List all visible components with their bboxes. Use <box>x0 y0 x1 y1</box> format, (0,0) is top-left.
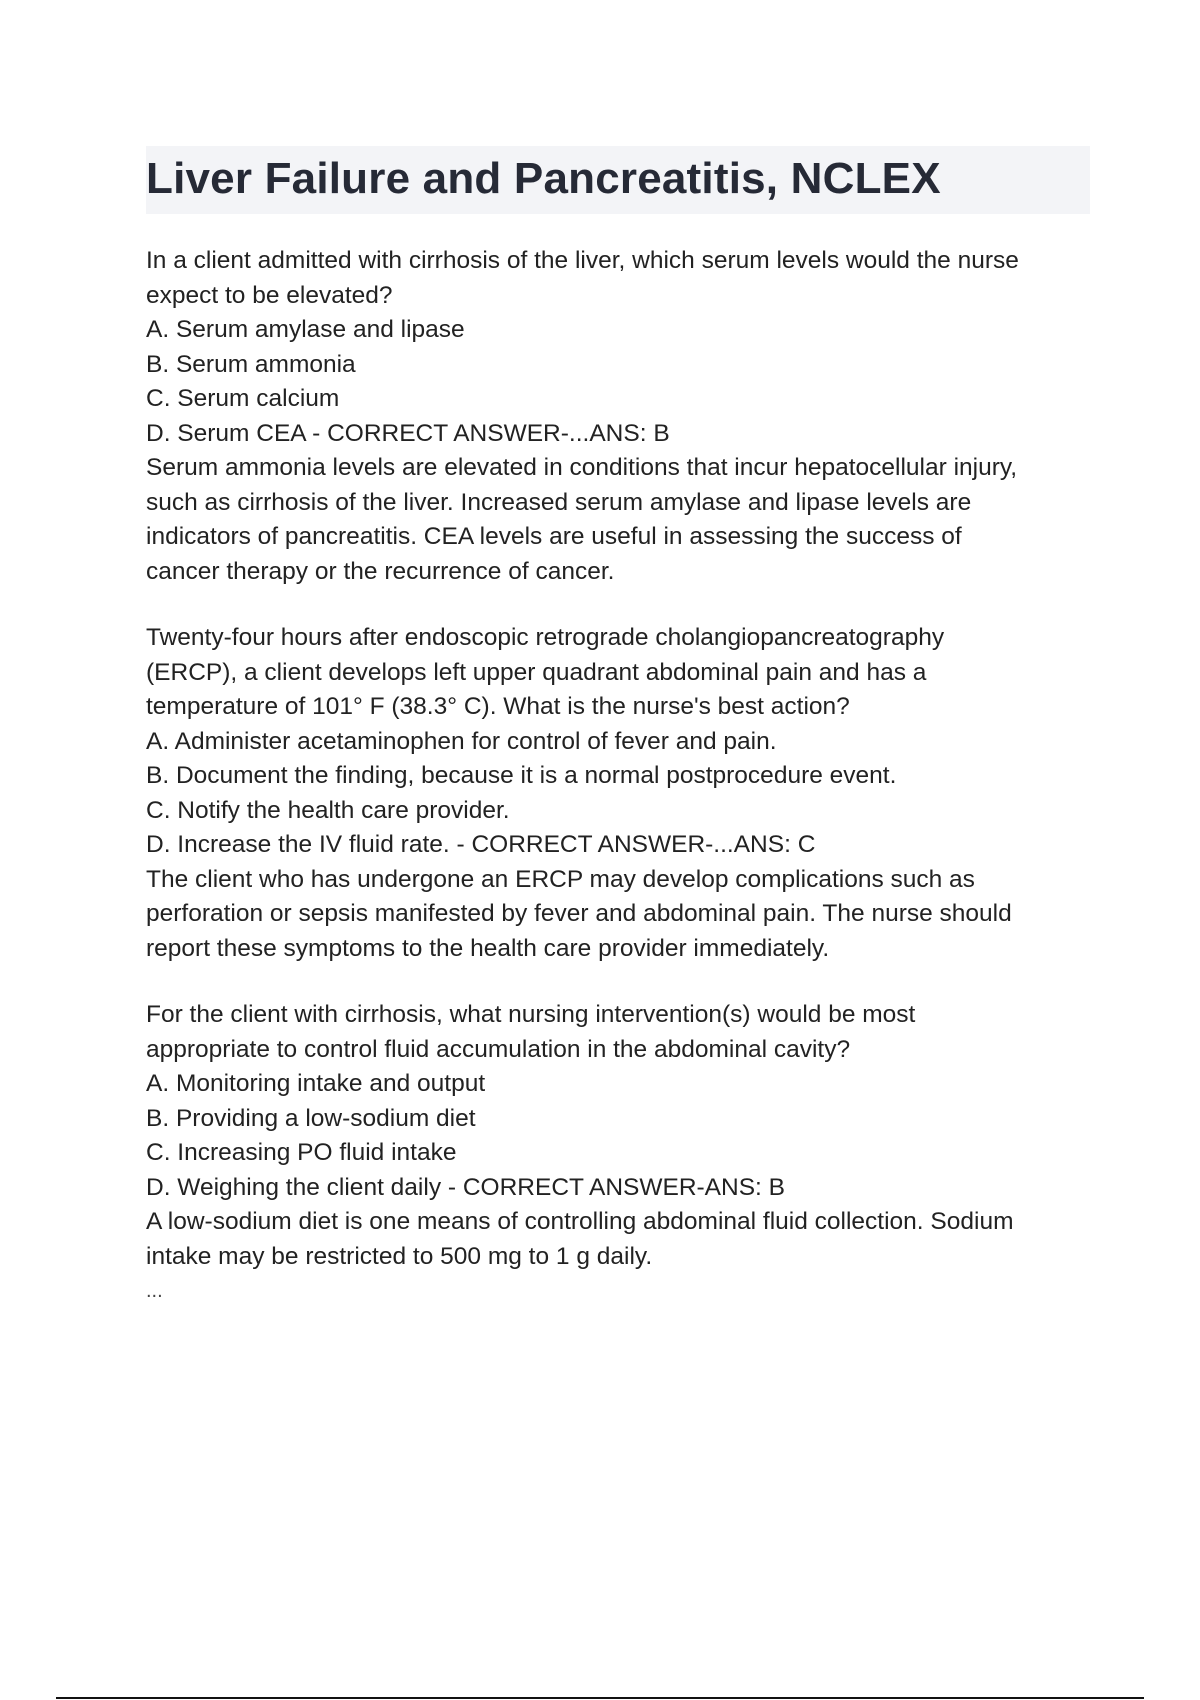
rationale-line: cancer therapy or the recurrence of cancer. <box>146 557 615 585</box>
rationale-line: perforation or sepsis manifested by fever and abdominal pain. The nurse should <box>146 900 1012 927</box>
answer-option-d-with-answer: D. Serum CEA - CORRECT ANSWER-...ANS: B <box>146 419 670 447</box>
question-stem-line: (ERCP), a client develops left upper quadrant abdominal pain and has a <box>146 658 927 686</box>
answer-option-a: A. Serum amylase and lipase <box>146 316 465 343</box>
question-stem-line: For the client with cirrhosis, what nursing intervention(s) would be most <box>146 1001 916 1028</box>
question-stem-line: temperature of 101° F (38.3° C). What is the nurse's best action? <box>146 693 850 720</box>
rationale-line: indicators of pancreatitis. CEA levels are useful in assessing the success of <box>146 523 962 550</box>
answer-option-d-with-answer: D. Increase the IV fluid rate. - CORRECT ANSWER-...ANS: C <box>146 831 816 858</box>
page-title: Liver Failure and Pancreatitis, NCLEX <box>146 154 941 203</box>
answer-option-d-with-answer: D. Weighing the client daily - CORRECT ANSWER-ANS: B <box>146 1173 786 1201</box>
rationale-line: A low-sodium diet is one means of controlling abdominal fluid collection. Sodium <box>146 1208 1014 1235</box>
question-block-1 <box>146 244 1086 589</box>
question-stem-line: appropriate to control fluid accumulation in the abdominal cavity? <box>146 1035 851 1063</box>
rationale-line: The client who has undergone an ERCP may develop complications such as <box>146 865 975 893</box>
answer-option-a: A. Monitoring intake and output <box>146 1070 486 1097</box>
answer-option-b: B. Document the finding, because it is a normal postprocedure event. <box>146 762 897 789</box>
rationale-line: Serum ammonia levels are elevated in conditions that incur hepatocellular injury, <box>146 454 1018 481</box>
question-block-3 <box>146 998 1086 1274</box>
question-stem-line: expect to be elevated? <box>146 281 393 309</box>
rationale-line: intake may be restricted to 500 mg to 1 g daily. <box>146 1242 653 1270</box>
answer-option-a: A. Administer acetaminophen for control of fever and pain. <box>146 727 777 755</box>
page-bottom-divider <box>56 1697 1144 1699</box>
question-stem-line: In a client admitted with cirrhosis of the liver, which serum levels would the nurse <box>146 247 1019 274</box>
answer-option-c: C. Notify the health care provider. <box>146 796 510 824</box>
answer-option-c: C. Increasing PO fluid intake <box>146 1139 457 1166</box>
continuation-ellipsis: ... <box>146 1280 163 1302</box>
answer-option-b: B. Providing a low-sodium diet <box>146 1104 476 1132</box>
rationale-line: report these symptoms to the health care provider immediately. <box>146 934 830 962</box>
document-body <box>146 244 1086 1306</box>
question-stem-line: Twenty-four hours after endoscopic retrograde cholangiopancreatography <box>146 624 945 651</box>
title-banner <box>146 146 1090 214</box>
rationale-line: such as cirrhosis of the liver. Increased serum amylase and lipase levels are <box>146 488 972 516</box>
answer-option-c: C. Serum calcium <box>146 385 340 412</box>
answer-option-b: B. Serum ammonia <box>146 350 356 378</box>
question-block-2 <box>146 621 1086 966</box>
